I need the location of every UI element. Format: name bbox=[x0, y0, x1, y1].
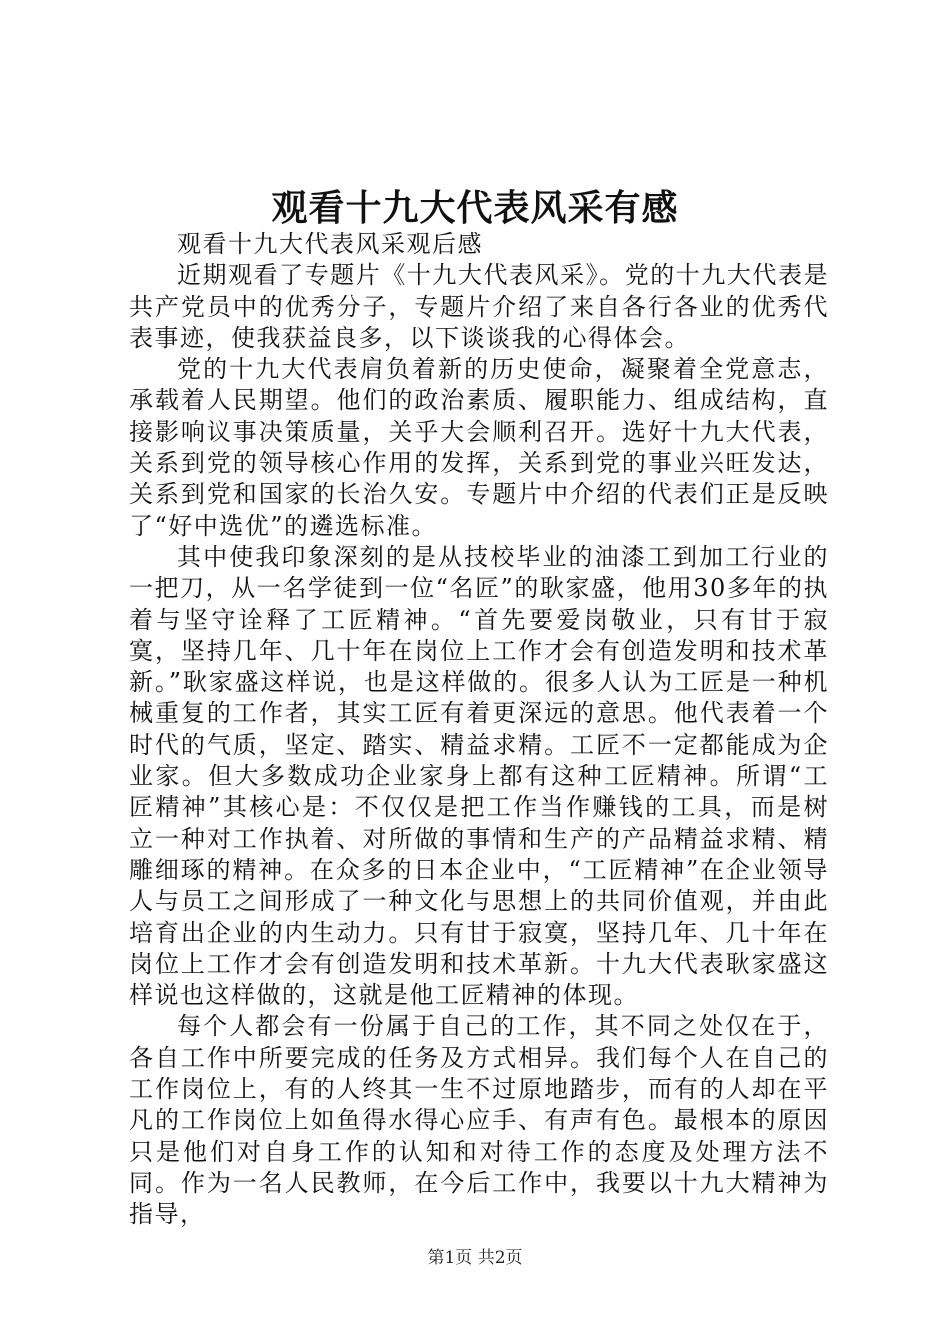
document-title: 观看十九大代表风采有感 bbox=[271, 187, 679, 229]
paragraph-2: 党的十九大代表肩负着新的历史使命，凝聚着全党意志，承载着人民期望。他们的政治素质、履职能力、组成结构，直接影响议事决策质量，关乎大会顺利召开。选好十九大代表，关系到党的领导核心作用的发挥，关系到党的事业兴旺发达，关系到党和国家的长治久安。专题片中介绍的代表们正是反映了“好中选优”的遴选标准。 bbox=[129, 355, 829, 540]
document-subtitle: 观看十九大代表风采观后感 bbox=[177, 230, 483, 258]
paragraph-1: 近期观看了专题片《十九大代表风采》。党的十九大代表是共产党员中的优秀分子，专题片介绍了来自各行各业的优秀代表事迹，使我获益良多，以下谈谈我的心得体会。 bbox=[129, 261, 829, 352]
paragraph-3: 其中使我印象深刻的是从技校毕业的油漆工到加工行业的一把刀，从一名学徒到一位“名匠”的耿家盛，他用30多年的执着与坚守诠释了工匠精神。“首先要爱岗敬业，只有甘于寂寞，坚持几年、几十年在岗位上工作才会有创造发明和技术革新。”耿家盛这样说，也是这样做的。很多人认为工匠是一种机械重复的工作者，其实工匠有着更深远的意思。他代表着一个时代的气质，坚定、踏实、精益求精。工匠不一定都能成为企业家。但大多数成功企业家身上都有这种工匠精神。所谓“工匠精神”其核心是：不仅仅是把工作当作赚钱的工具，而是树立一种对工作执着、对所做的事情和生产的产品精益求精、精雕细琢的精神。在众多的日本企业中，“工匠精神”在企业领导人与员工之间形成了一种文化与思想上的共同价值观，并由此培育出企业的内生动力。只有甘于寂寞，坚持几年、几十年在岗位上工作才会有创造发明和技术革新。十九大代表耿家盛这样说也这样做的，这就是他工匠精神的体现。 bbox=[129, 542, 829, 1010]
document-body bbox=[129, 229, 829, 1231]
paragraph-4: 每个人都会有一份属于自己的工作，其不同之处仅在于，各自工作中所要完成的任务及方式相异。我们每个人在自己的工作岗位上，有的人终其一生不过原地踏步，而有的人却在平凡的工作岗位上如鱼得水得心应手、有声有色。最根本的原因只是他们对自身工作的认知和对待工作的态度及处理方法不同。作为一名人民教师，在今后工作中，我要以十九大精神为指导， bbox=[129, 1012, 829, 1229]
page-number-footer: 第1页 共2页 bbox=[427, 1248, 523, 1268]
